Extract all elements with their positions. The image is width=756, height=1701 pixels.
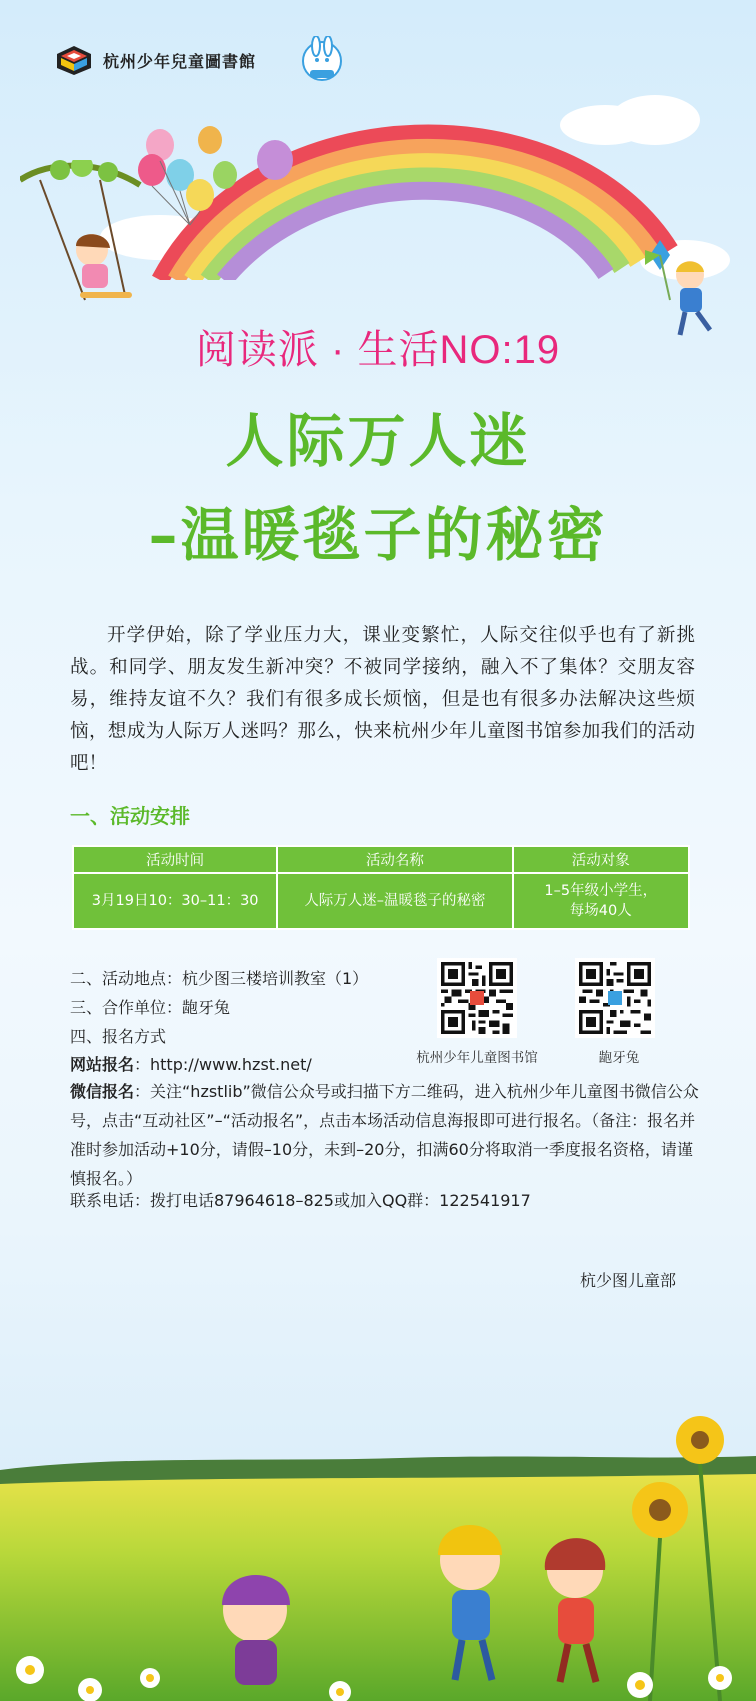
table-cell-name: 人际万人迷–温暖毯子的秘密 <box>277 873 512 929</box>
table-header-row <box>73 846 689 873</box>
library-logo <box>55 42 256 78</box>
table-header-time: 活动时间 <box>73 846 277 873</box>
qr-code-icon <box>575 958 655 1038</box>
partner-line: 三、合作单位：龅牙兔 <box>70 998 231 1017</box>
qr-partner-caption: 龅牙兔 <box>598 1050 640 1066</box>
library-name: 杭州少年兒童圖書館 <box>103 51 257 71</box>
audience-line2: 每场40人 <box>569 903 632 919</box>
main-title-line1: 人际万人迷 <box>225 407 531 475</box>
phone-line: 联系电话：拨打电话87964618–825或加入QQ群：122541917 <box>70 1191 531 1210</box>
qr-code-icon <box>437 958 517 1038</box>
girl-on-swing-decoration <box>20 160 160 320</box>
wechat-signup-label: 微信报名 <box>70 1082 135 1101</box>
schedule-table <box>72 845 690 930</box>
qr-partner[interactable] <box>575 958 663 1066</box>
web-signup-line <box>70 1052 312 1075</box>
signup-heading: 四、报名方式 <box>70 1027 167 1046</box>
table-header-name: 活动名称 <box>277 846 512 873</box>
library-emblem-icon <box>55 44 93 76</box>
table-row <box>73 873 689 929</box>
location-line: 二、活动地点：杭少图三楼培训教室（1） <box>70 969 369 988</box>
series-title: 阅读派 · 生活NO:19 <box>195 328 561 372</box>
qr-library[interactable] <box>416 958 545 1066</box>
wechat-signup-text: ：关注“hzstlib”微信公众号或扫描下方二维码，进入杭州少年儿童图书微信公众号，点击“互动社区”–“活动报名”，点击本场活动信息海报即可进行报名。（备注：报名并准时参加活动+10分，请假–10分，未到–20分，扣满60分将取消一季度报名资格，请谨慎报名。） <box>70 1082 699 1188</box>
qr-library-caption: 杭州少年儿童图书馆 <box>416 1050 538 1066</box>
wechat-signup-paragraph <box>70 1077 700 1193</box>
web-signup-url[interactable]: ：http://www.hzst.net/ <box>134 1055 312 1074</box>
audience-line1: 1–5年级小学生， <box>544 883 658 899</box>
department-signature: 杭少图儿童部 <box>580 1271 677 1290</box>
table-cell-time: 3月19日10：30–11：30 <box>73 873 277 929</box>
table-cell-audience <box>513 873 689 929</box>
main-title-line2: –温暖毯子的秘密 <box>148 501 608 569</box>
intro-paragraph: 开学伊始，除了学业压力大，课业变繁忙，人际交往似乎也有了新挑战。和同学、朋友发生新冲突？不被同学接纳，融入不了集体？交朋友容易，维持友谊不久？我们有很多成长烦恼，但是也有很多办法解决这些烦恼，想成为人际万人迷吗？那么，快来杭州少年儿童图书馆参加我们的活动吧！ <box>70 625 695 774</box>
web-signup-label: 网站报名 <box>70 1055 135 1074</box>
rabbit-logo-icon <box>298 36 346 82</box>
table-header-audience: 活动对象 <box>513 846 689 873</box>
meadow-scene-decoration <box>0 1400 756 1701</box>
section-schedule-heading: 一、活动安排 <box>70 804 190 828</box>
